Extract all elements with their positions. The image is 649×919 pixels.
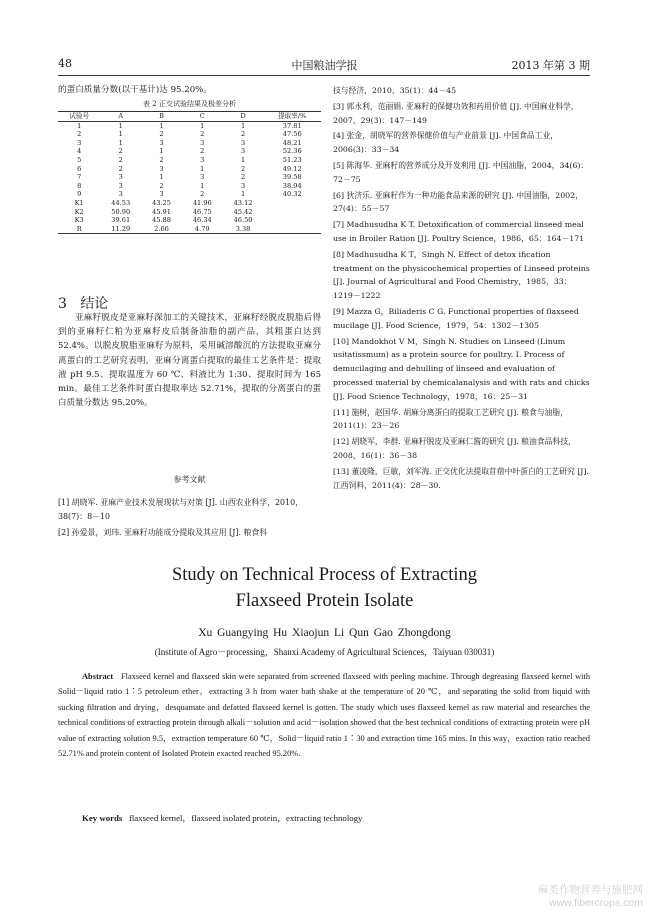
table-cell: 39.58: [282, 173, 302, 182]
table-cell: 51.23: [282, 155, 302, 164]
english-title-line2: Flaxseed Protein Isolate: [235, 591, 414, 611]
table-row: [58, 199, 321, 208]
table-cell: 2.66: [141, 225, 182, 234]
table-header-cell: 试验号: [58, 112, 100, 122]
header-rule: [58, 75, 590, 76]
left-intro: 的蛋白质量分数(以干基计)达 95.20%。: [58, 85, 212, 95]
table-cell: 50.90: [111, 207, 131, 216]
table-row: [58, 182, 321, 191]
table-cell: 5: [77, 155, 82, 164]
table-cell: 2: [159, 181, 164, 190]
reference-item: [2] 孙爱景，刘玮. 亚麻籽功能成分提取及其应用 [J]. 粮食科: [58, 528, 268, 537]
table-cell: 3: [159, 164, 164, 173]
table-cell: 1: [118, 121, 123, 130]
table-cell: 52.36: [282, 147, 302, 156]
references-right: [333, 84, 590, 494]
table-cell: 9: [77, 190, 82, 199]
table-cell: 3: [159, 190, 164, 199]
table-cell: 2: [118, 164, 123, 173]
reference-item: [9] Mazza G，Biliaderis C G. Functional properties of flaxseed mucilage [J]. Food Science，1979，54：1302－1305: [333, 306, 579, 330]
table-cell: 1: [159, 121, 164, 130]
journal-name: 中国粮油学报: [291, 59, 358, 72]
conclusion-paragraph: 亚麻籽脱皮是亚麻籽深加工的关键技术，亚麻籽经脱皮脱脂后得到的亚麻籽仁粕为亚麻籽皮后制备油脂的副产品，其粗蛋白达到 52.4%。以脱皮脱脂亚麻籽为原料，采用碱溶酸沉的方法提取亚麻分离蛋白的工艺研究表明，亚麻分离蛋白提取的最佳工艺条件是：提取液 pH 9.5、提取温度为 60 ℃、料液比为 1:30、提取时间为 165 min。最佳工艺条件时蛋白提取率达 52.71%，提取的分离蛋白的蛋白质量分数达 95.20%。: [58, 313, 321, 409]
table-header-cell: D: [223, 112, 264, 122]
table-cell: 2: [240, 173, 246, 182]
table-row: [58, 165, 321, 174]
table-cell: 1: [240, 190, 246, 199]
table-header-cell: C: [182, 112, 223, 122]
table-cell: 3: [118, 181, 123, 190]
reference-item: [11] 施树，赵国华. 胡麻分离蛋白的提取工艺研究 [J]. 粮食与油脂，2011(1)：23－26: [333, 407, 569, 431]
table-cell: 1: [240, 155, 246, 164]
reference-item: [5] 陈海华. 亚麻籽的营养成分及开发利用 [J]. 中国油脂，2004，34(6)：72－75: [333, 160, 589, 184]
table-cell: 45.91: [152, 207, 171, 216]
table-cell: [263, 208, 321, 217]
table-cell: 37.81: [282, 121, 302, 130]
table-cell: 2: [200, 147, 205, 156]
table-cell: 3: [159, 138, 164, 147]
table-cell: 43.12: [233, 198, 253, 207]
table-cell: K2: [74, 207, 84, 216]
authors: Xu Guangying Hu Xiaojun Li Qun Gao Zhongdong: [198, 627, 451, 639]
keywords: [82, 811, 362, 824]
table-cell: 1: [159, 173, 164, 182]
table-row: [58, 139, 321, 148]
table-cell: 3: [200, 155, 205, 164]
table-cell: 1: [200, 164, 205, 173]
table-cell: 45.88: [152, 216, 171, 225]
table-cell: K1: [74, 198, 84, 207]
reference-item: [1] 胡晓军. 亚麻产业技术发展现状与对策 [J]. 山西农业科学，2010，38(7)：8－10: [58, 498, 304, 521]
table-cell: 2: [118, 147, 123, 156]
table-cell: 48.21: [282, 138, 302, 147]
table-cell: K3: [74, 216, 84, 225]
english-title-line1: Study on Technical Process of Extracting: [171, 565, 478, 585]
abstract-label: Abstract: [82, 672, 114, 681]
table-cell: 11.29: [100, 225, 141, 234]
abstract-text: Flaxseed kernel and flaxseed skin were separated from screened flaxseed with peeling machine. Through degreasing flaxseed kernel with Solid－liquid ratio 1∶5 petroleum ether，extracting 3 h from water bath shake at the temperature of 20 ℃，and separating the solid from liquid with sucking filtration and drying，desquamate and defatted flaxseed kernel is gotten. The study which uses flaxseed kernel as raw material and researches the technical conditions of extracting protein through alkali－solution and acid－isolation showed that the best technical conditions of extracting protein were pH value of extracting solution 9.5，extraction temperature 60 ℃，Solid－liquid ratio 1∶30 and extraction time 165 mins. In this way，exaction ratio reached 52.71% and protein content of Isolated Protein exacted reached 95.20%.: [58, 672, 591, 759]
table-cell: 6: [77, 164, 82, 173]
orthogonal-table: [58, 111, 321, 234]
section-title: 结论: [80, 296, 109, 312]
table-cell: 4.79: [182, 225, 223, 234]
table-cell: 39.61: [111, 216, 131, 225]
table-cell: 1: [118, 138, 123, 147]
table-cell: 41.96: [192, 198, 212, 207]
table-cell: 2: [77, 130, 82, 139]
table-header-row: [58, 112, 321, 122]
english-abstract: [58, 669, 590, 761]
reference-item: [3] 郭永利，范丽娟. 亚麻籽的保健功效和药用价值 [J]. 中国麻业科学，2007，29(3)：147－149: [333, 101, 579, 125]
table-cell: 3: [200, 138, 205, 147]
table-cell: 8: [77, 181, 82, 190]
table-cell: 3.38: [223, 225, 264, 234]
watermark-cn: 麻类作物营养与施肥网: [538, 884, 643, 896]
table-cell: 47.56: [282, 130, 302, 139]
table-cell: 2: [200, 190, 205, 199]
table-row: [58, 190, 321, 199]
table-cell: 44.53: [111, 198, 131, 207]
keywords-label: Key words: [82, 813, 123, 823]
reference-item: [13] 董凌隆，巨敏，刘军海. 正交优化法提取苜蓿中叶蛋白的工艺研究 [J]. 江西饲料，2011(4)：28－30.: [333, 466, 589, 490]
table-row: [58, 156, 321, 165]
table-cell: 2: [159, 155, 164, 164]
table-row: [58, 225, 321, 234]
table-header-cell: 提取率/%: [263, 112, 321, 122]
reference-item: [12] 胡晓军，李群. 亚麻籽脱皮及亚麻仁酱的研究 [J]. 粮油食品科技，2008，16(1)：36－38: [333, 437, 576, 460]
table-cell: 3: [240, 138, 246, 147]
table-body: [58, 121, 321, 234]
table-cell: 2: [118, 155, 123, 164]
table-cell: 3: [77, 138, 82, 147]
table-cell: [263, 216, 321, 225]
table-cell: 3: [240, 147, 246, 156]
reference-item: [10] Mandokhot V M，Singh N. Studies on Linseed (Linum usitatissmum) as a protein source for poultry. I. Process of demucilaging and dehulling of linseed and evaluation of processed material by chemicalanalysis and with rats and chicks [J]. Food Science Technology，1978，16：25－31: [333, 336, 590, 401]
table-cell: 4: [77, 147, 82, 156]
table-cell: 3: [118, 173, 123, 182]
table-cell: 3: [200, 173, 205, 182]
reference-item: [8] Madhusudha K T，Singh N. Effect of detox ification treatment on the physicochemical properties of Linseed proteins [J]. Journal of Agricultural and Food Chemistry，1985，33：1219－1222: [333, 249, 590, 301]
table-cell: 49.12: [282, 164, 302, 173]
table-cell: 46.75: [192, 207, 212, 216]
table-row: [58, 147, 321, 156]
table-caption: 表 2 正交试验结果及极差分析: [143, 100, 236, 108]
table-cell: 2: [200, 130, 205, 139]
table-row: [58, 208, 321, 217]
table-cell: 1: [200, 181, 205, 190]
watermark-url: www.fibercrops.com: [549, 897, 643, 909]
table-cell: 38.94: [282, 181, 302, 190]
references-left: [58, 496, 321, 542]
affiliation: (Institute of Agro－processing，Shanxi Academy of Agricultural Sciences，Taiyuan 030031): [154, 647, 495, 657]
table-cell: 46.34: [192, 216, 212, 225]
reference-item: [7] Madhusudha K T. Detoxification of commercial linseed meal use in Broiler Ration [J]. Poultry Science，1986，65：164－171: [333, 220, 585, 243]
table-cell: 3: [118, 190, 123, 199]
table-cell: 43.25: [152, 198, 171, 207]
table-cell: 1: [159, 147, 164, 156]
reference-item: 技与经济，2010，35(1)：44－45: [333, 86, 457, 95]
table-cell: 46.50: [233, 216, 253, 225]
table-cell: [263, 225, 321, 234]
table-row: [58, 173, 321, 182]
table-cell: 1: [77, 121, 82, 130]
page-number: 48: [58, 57, 72, 70]
table-cell: 40.32: [282, 190, 302, 199]
table-row: [58, 216, 321, 225]
keywords-text: flaxseed kernel，flaxseed isolated protein，extracting technology: [128, 813, 363, 823]
table-cell: 45.42: [233, 207, 253, 216]
table-cell: 1: [240, 121, 246, 130]
table-header-cell: B: [141, 112, 182, 122]
reference-item: [4] 张金，胡晓军的营养保健价值与产业前景 [J]. 中国食品工业，2006(3)：33－34: [333, 131, 559, 155]
section-heading: [58, 293, 108, 313]
table-cell: 2: [159, 130, 164, 139]
table-cell: 2: [240, 130, 246, 139]
table-row: [58, 130, 321, 139]
table-cell: 1: [200, 121, 205, 130]
table-cell: 3: [240, 181, 246, 190]
table-cell: 1: [118, 130, 123, 139]
references-title: 参考文献: [173, 475, 206, 484]
table-cell: [263, 199, 321, 208]
table-cell: 2: [240, 164, 246, 173]
section-number: 3: [58, 296, 67, 312]
reference-item: [6] 狄济乐. 亚麻籽作为一种功能食品来源的研究 [J]. 中国油脂，2002，27(4)：55－57: [333, 190, 583, 214]
table-row: [58, 121, 321, 130]
issue-label: 2013 年第 3 期: [511, 59, 590, 72]
table-cell: 7: [77, 173, 82, 182]
table-cell: R: [58, 225, 100, 234]
table-header-cell: A: [100, 112, 141, 122]
